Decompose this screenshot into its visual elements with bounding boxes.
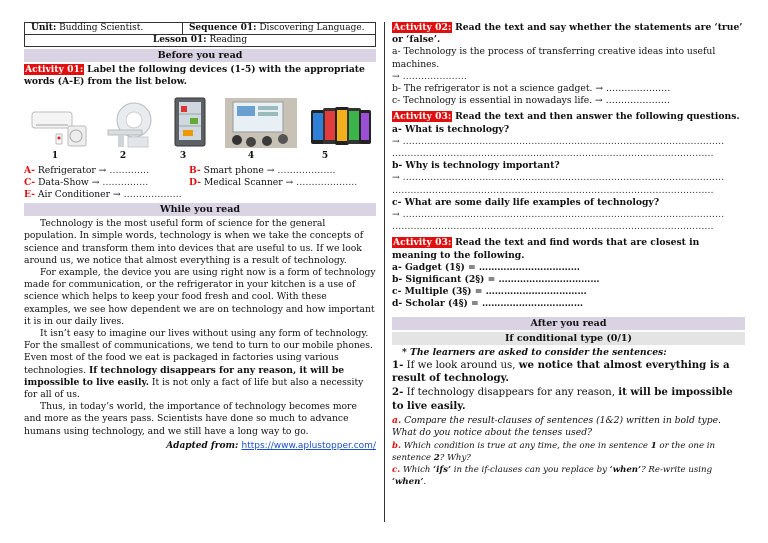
unit-cell — [25, 23, 183, 35]
question-letter: b. — [392, 440, 402, 451]
item-text: Air Conditioner → — [37, 189, 121, 201]
sentence-ref: 1 — [650, 440, 657, 451]
paragraph-3-bold: If technology disappears for any reason, it will be impossible to live easily. — [24, 364, 345, 388]
synonym-item[interactable]: b- Significant (2§) = …………………………… — [392, 274, 600, 286]
activity-04-tag: Activity 03: — [393, 237, 452, 249]
question-c-grammar — [392, 464, 745, 488]
activity-03-tag: Activity 03: — [393, 111, 452, 123]
question-b-text: Which condition is true at any time, the one in sentence — [403, 440, 648, 451]
sentence-2-result-clause: it will be impossible to live easily. — [392, 386, 733, 412]
sentence-1-if-clause: If we look around us, — [406, 359, 516, 371]
question-b-text: or the one in sentence — [392, 440, 716, 463]
label-row — [24, 165, 376, 177]
adapted-from-label: Adapted from: — [166, 440, 239, 451]
label-item-b — [189, 165, 335, 177]
question-a-grammar — [392, 415, 745, 427]
sentence-2 — [392, 386, 745, 413]
sentence-number: 1- — [392, 358, 404, 371]
sentence-1-result-clause: we notice that almost everything is a result of technology. — [392, 358, 730, 385]
answer-line[interactable]: …………………………………………………………………………………………… — [392, 221, 714, 233]
activity-02-text: Read the text and say whether the statements are ‘true’ or ‘false’. — [392, 22, 743, 46]
synonym-item[interactable]: a- Gadget (1§) = …………………………… — [392, 261, 580, 273]
answer-line[interactable]: → …………………………………………………………………………………………… — [392, 172, 725, 184]
sequence-cell — [182, 23, 375, 35]
question-b: b- Why is technology important? — [392, 160, 560, 172]
answer-line[interactable]: → …………………………………………………………………………………………… — [392, 135, 725, 147]
after-you-read-bar: After you read — [392, 317, 745, 330]
activity-03-instruction — [392, 111, 745, 123]
activity-01-text: Label the following devices (1-5) with the appropriate words (A-E) from the list below. — [24, 64, 365, 88]
label-row — [24, 177, 376, 189]
lesson-label: Lesson 01: — [152, 35, 207, 45]
refrigerator-image — [165, 96, 215, 148]
air-conditioner-image — [24, 108, 94, 148]
statement-c: c- Technology is essential in nowadays life. → ………………… — [392, 95, 670, 107]
device-number: 5 — [321, 151, 329, 162]
sentence-1 — [392, 359, 745, 386]
question-b-text: ? Why? — [439, 452, 471, 463]
item-letter: E- — [24, 189, 35, 201]
medical-scanner-image — [100, 100, 160, 148]
item-letter: A- — [24, 164, 35, 176]
item-text: Data-Show → — [38, 176, 100, 188]
statement-a: a- Technology is the process of transferring creative ideas into useful machines. — [392, 46, 716, 70]
item-letter: D- — [189, 176, 201, 188]
activity-01-tag: Activity 01: — [25, 64, 84, 75]
activity-03-text: Read the text and then answer the following questions. — [455, 111, 740, 123]
paragraph-3-part-a: It isn’t easy to imagine our lives without using any form of technology. For the smallest of communications, we tend to turn to our mobile phones. Even most of the food we eat is packaged in factories using various technologies. — [24, 328, 373, 376]
keyword-when: ‘when’ — [609, 465, 642, 476]
answer-blank[interactable]: ………………. — [277, 164, 336, 176]
item-text: Refrigerator → — [37, 164, 107, 176]
reading-text — [24, 218, 376, 438]
activity-04-instruction — [392, 237, 745, 261]
answer-blank[interactable]: ……………….. — [296, 176, 358, 188]
item-letter: C- — [24, 176, 36, 188]
device-number: 4 — [247, 151, 255, 162]
sentence-number: 2- — [392, 386, 404, 399]
sequence-value: Discovering Language. — [259, 23, 365, 33]
label-item-a — [24, 165, 189, 177]
answer-line[interactable]: …………………………………………………………………………………………… — [392, 184, 714, 196]
question-a: a- What is technology? — [392, 123, 510, 135]
question-a-text: Compare the result-clauses of sentences (1&2) written in bold type. — [404, 415, 721, 427]
question-letter: c. — [392, 465, 401, 476]
source-link[interactable]: https://www.aplustopper.com/ — [241, 440, 376, 451]
activity-02-instruction — [392, 22, 745, 46]
paragraph-2: For example, the device you are using right now is a form of technology made for communication, or the refrigerator in your kitchen is a use of science which helps to keep your food fresh and cool. With these examples, we see how dependent we are on technology and how important it is in our daily lives. — [24, 267, 376, 327]
smartphones-image — [306, 104, 376, 148]
item-letter: B- — [189, 164, 201, 176]
unit-label: Unit: — [31, 23, 57, 33]
synonym-item[interactable]: d- Scholar (4§) = …………………………… — [392, 298, 584, 310]
device-numbers — [24, 150, 376, 162]
device-number: 1 — [51, 151, 59, 162]
answer-blank[interactable]: …………… — [102, 176, 149, 188]
label-row — [24, 189, 376, 201]
question-c-text: . — [423, 477, 427, 488]
answer-blank[interactable]: …………. — [109, 164, 149, 176]
answer-line[interactable]: → …………………………………………………………………………………………… — [392, 209, 725, 221]
synonym-item[interactable]: c- Multiple (3§) = …………………………… — [392, 286, 587, 298]
question-letter: a. — [392, 415, 402, 427]
paragraph-4: Thus, in today’s world, the importance of technology becomes more and more as the years pass. Scientists have done so much to advance humans using technology, and we still have a long way to go. — [24, 401, 357, 437]
question-b-grammar — [392, 440, 745, 464]
activity-01-instruction — [24, 64, 376, 88]
item-text: Medical Scanner → — [203, 176, 294, 188]
left-column — [24, 22, 376, 452]
keyword-ifs: ‘ifs’ — [433, 465, 451, 476]
label-item-e — [24, 189, 182, 201]
question-c: c- What are some daily life examples of technology? — [392, 196, 660, 208]
paragraph-3-part-c: It is not only a fact of life but also a necessity for all of us. — [24, 376, 364, 401]
statement-a-blank[interactable]: → ………………… — [392, 70, 467, 82]
question-a-grammar-2: What do you notice about the tenses used? — [392, 427, 593, 439]
keyword-when: ‘when’ — [392, 477, 424, 488]
activity-04-text: Read the text and find words that are closest in meaning to the following. — [392, 237, 700, 261]
unit-value: Budding Scientist. — [59, 23, 144, 33]
item-text: Smart phone → — [203, 164, 275, 176]
before-you-read-bar: Before you read — [24, 49, 376, 62]
sentence-2-if-clause: If technology disappears for any reason, — [406, 387, 615, 399]
paragraph-3 — [24, 328, 376, 401]
while-you-read-bar: While you read — [24, 203, 376, 216]
lesson-cell — [25, 35, 376, 47]
question-c-text: in the if-clauses can you replace by — [453, 465, 607, 476]
device-number: 3 — [179, 151, 187, 162]
answer-blank[interactable]: ………………. — [123, 189, 182, 201]
lesson-value: Reading — [209, 35, 248, 45]
device-images — [24, 92, 376, 148]
paragraph-1: Technology is the most useful form of science for the general population. In simple words, technology is when we take the concepts of science and transform them into devices that are useful to us. If we look around us, we notice that almost everything is a result of technology. — [24, 218, 364, 266]
answer-line[interactable]: …………………………………………………………………………………………… — [392, 148, 714, 160]
right-column — [392, 22, 745, 488]
label-item-d — [189, 177, 357, 189]
if-conditional-bar: If conditional type (0/1) — [392, 332, 745, 345]
question-c-text: ? Re-write using — [641, 465, 713, 476]
label-item-c — [24, 177, 189, 189]
consider-instruction: * The learners are asked to consider the sentences: — [402, 346, 667, 358]
question-c-text: Which — [402, 465, 431, 476]
data-show-image — [221, 98, 301, 148]
activity-02-tag: Activity 02: — [393, 22, 452, 33]
source-line — [24, 440, 376, 452]
column-divider — [384, 22, 385, 522]
sequence-label: Sequence 01: — [188, 23, 257, 33]
device-number: 2 — [119, 151, 127, 162]
sentence-ref: 2 — [433, 452, 440, 463]
statement-b: b- The refrigerator is not a science gadget. → ………………… — [392, 83, 671, 95]
lesson-header — [24, 22, 376, 47]
